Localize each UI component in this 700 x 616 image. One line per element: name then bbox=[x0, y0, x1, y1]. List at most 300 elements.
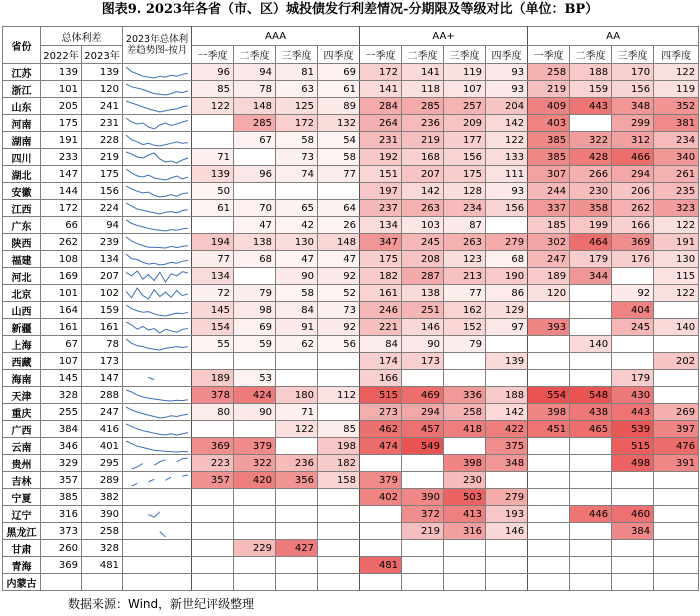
value-cell: 234 bbox=[654, 132, 699, 149]
value-cell bbox=[570, 285, 612, 302]
value-cell bbox=[654, 540, 699, 557]
trend-cell bbox=[123, 81, 192, 98]
value-cell bbox=[192, 574, 234, 591]
value-cell: 462 bbox=[360, 421, 402, 438]
spread-2023-cell bbox=[82, 574, 123, 591]
value-cell: 148 bbox=[234, 98, 276, 115]
province-cell: 广西 bbox=[3, 421, 41, 438]
value-cell bbox=[528, 336, 570, 353]
quarter-header: 三季度 bbox=[444, 46, 486, 64]
value-cell: 246 bbox=[360, 302, 402, 319]
value-cell: 122 bbox=[486, 132, 528, 149]
value-cell bbox=[570, 557, 612, 574]
spread-2022-cell: 107 bbox=[41, 353, 82, 370]
table-row bbox=[3, 234, 699, 251]
value-cell: 62 bbox=[276, 336, 318, 353]
value-cell: 122 bbox=[654, 64, 699, 81]
value-cell bbox=[654, 370, 699, 387]
table-row bbox=[3, 64, 699, 81]
spread-2023-cell: 288 bbox=[82, 387, 123, 404]
table-row bbox=[3, 319, 699, 336]
value-cell: 340 bbox=[654, 149, 699, 166]
trend-line bbox=[177, 458, 188, 462]
value-cell: 245 bbox=[402, 234, 444, 251]
value-cell: 266 bbox=[570, 166, 612, 183]
value-cell bbox=[570, 370, 612, 387]
value-cell bbox=[234, 557, 276, 574]
value-cell bbox=[528, 574, 570, 591]
value-cell: 515 bbox=[612, 438, 654, 455]
value-cell: 539 bbox=[612, 421, 654, 438]
province-cell: 北京 bbox=[3, 285, 41, 302]
spread-2022-cell: 101 bbox=[41, 81, 82, 98]
value-cell: 430 bbox=[612, 387, 654, 404]
value-cell: 158 bbox=[318, 472, 360, 489]
value-cell bbox=[402, 557, 444, 574]
value-cell: 223 bbox=[192, 455, 234, 472]
value-cell: 68 bbox=[234, 251, 276, 268]
trend-cell bbox=[123, 421, 192, 438]
value-cell bbox=[486, 336, 528, 353]
value-cell: 457 bbox=[402, 421, 444, 438]
value-cell: 107 bbox=[444, 81, 486, 98]
value-cell bbox=[570, 319, 612, 336]
trend-sparkline bbox=[123, 490, 191, 505]
table-row bbox=[3, 183, 699, 200]
value-cell bbox=[192, 489, 234, 506]
trend-line bbox=[126, 118, 188, 129]
value-cell bbox=[528, 370, 570, 387]
province-cell: 辽宁 bbox=[3, 506, 41, 523]
province-cell: 海南 bbox=[3, 370, 41, 387]
spread-2022-cell: 144 bbox=[41, 183, 82, 200]
value-cell: 219 bbox=[402, 523, 444, 540]
value-cell: 156 bbox=[444, 149, 486, 166]
value-cell: 427 bbox=[276, 540, 318, 557]
trend-sparkline bbox=[123, 167, 191, 182]
value-cell bbox=[570, 574, 612, 591]
value-cell: 122 bbox=[276, 421, 318, 438]
value-cell: 69 bbox=[318, 64, 360, 81]
value-cell: 94 bbox=[234, 64, 276, 81]
trend-line bbox=[126, 288, 188, 299]
value-cell: 379 bbox=[360, 472, 402, 489]
province-cell: 湖南 bbox=[3, 132, 41, 149]
value-cell: 130 bbox=[276, 234, 318, 251]
table-row bbox=[3, 115, 699, 132]
value-cell: 97 bbox=[486, 319, 528, 336]
value-cell: 73 bbox=[318, 302, 360, 319]
value-cell: 118 bbox=[402, 81, 444, 98]
value-cell: 469 bbox=[402, 387, 444, 404]
value-cell bbox=[570, 115, 612, 132]
trend-cell bbox=[123, 540, 192, 557]
value-cell bbox=[612, 557, 654, 574]
trend-sparkline bbox=[123, 405, 191, 420]
spread-2022-cell: 108 bbox=[41, 251, 82, 268]
value-cell: 235 bbox=[654, 183, 699, 200]
trend-cell bbox=[123, 489, 192, 506]
value-cell: 372 bbox=[402, 506, 444, 523]
province-cell: 甘肃 bbox=[3, 540, 41, 557]
table-row bbox=[3, 336, 699, 353]
trend-sparkline bbox=[123, 354, 191, 369]
value-cell: 398 bbox=[528, 404, 570, 421]
value-cell: 96 bbox=[234, 166, 276, 183]
trend-line bbox=[126, 407, 188, 418]
value-cell: 87 bbox=[444, 217, 486, 234]
spread-2023-cell: 147 bbox=[82, 370, 123, 387]
value-cell bbox=[234, 574, 276, 591]
table-row bbox=[3, 132, 699, 149]
table-row bbox=[3, 285, 699, 302]
value-cell bbox=[528, 472, 570, 489]
spread-2023-cell: 258 bbox=[82, 523, 123, 540]
value-cell: 213 bbox=[444, 268, 486, 285]
value-cell: 93 bbox=[486, 183, 528, 200]
value-cell: 71 bbox=[276, 404, 318, 421]
value-cell: 92 bbox=[318, 319, 360, 336]
value-cell bbox=[570, 540, 612, 557]
spread-2022-cell: 101 bbox=[41, 285, 82, 302]
value-cell: 148 bbox=[318, 234, 360, 251]
value-cell: 93 bbox=[486, 64, 528, 81]
value-cell bbox=[276, 574, 318, 591]
value-cell: 413 bbox=[444, 506, 486, 523]
trend-line bbox=[126, 339, 188, 350]
trend-line bbox=[126, 237, 188, 248]
value-cell: 26 bbox=[318, 217, 360, 234]
value-cell bbox=[192, 421, 234, 438]
trend-line bbox=[126, 220, 188, 231]
value-cell: 357 bbox=[192, 472, 234, 489]
value-cell: 554 bbox=[528, 387, 570, 404]
trend-cell bbox=[123, 149, 192, 166]
value-cell: 120 bbox=[528, 285, 570, 302]
value-cell bbox=[654, 489, 699, 506]
table-row bbox=[3, 370, 699, 387]
value-cell: 191 bbox=[654, 234, 699, 251]
trend-cell bbox=[123, 574, 192, 591]
group-header-aaa: AAA bbox=[192, 27, 360, 46]
value-cell: 438 bbox=[570, 404, 612, 421]
value-cell: 123 bbox=[444, 251, 486, 268]
value-cell: 221 bbox=[360, 319, 402, 336]
table-row bbox=[3, 268, 699, 285]
value-cell: 172 bbox=[360, 64, 402, 81]
value-cell: 385 bbox=[528, 132, 570, 149]
trend-cell bbox=[123, 115, 192, 132]
value-cell: 322 bbox=[570, 132, 612, 149]
value-cell: 390 bbox=[402, 489, 444, 506]
value-cell: 176 bbox=[612, 251, 654, 268]
value-cell: 133 bbox=[486, 149, 528, 166]
value-cell: 247 bbox=[528, 251, 570, 268]
value-cell: 132 bbox=[318, 115, 360, 132]
value-cell bbox=[486, 540, 528, 557]
value-cell: 403 bbox=[528, 115, 570, 132]
value-cell: 397 bbox=[654, 421, 699, 438]
spread-2023-cell: 241 bbox=[82, 98, 123, 115]
trend-sparkline bbox=[123, 235, 191, 250]
value-cell: 90 bbox=[402, 336, 444, 353]
spread-2022-cell: 384 bbox=[41, 421, 82, 438]
province-cell: 西藏 bbox=[3, 353, 41, 370]
value-cell bbox=[276, 489, 318, 506]
trend-line bbox=[126, 203, 188, 214]
value-cell bbox=[318, 404, 360, 421]
province-cell: 新疆 bbox=[3, 319, 41, 336]
spread-2023-cell: 102 bbox=[82, 285, 123, 302]
value-cell: 257 bbox=[444, 98, 486, 115]
value-cell: 307 bbox=[528, 166, 570, 183]
value-cell: 77 bbox=[192, 251, 234, 268]
value-cell: 337 bbox=[528, 200, 570, 217]
value-cell bbox=[192, 506, 234, 523]
province-cell: 天津 bbox=[3, 387, 41, 404]
value-cell: 402 bbox=[360, 489, 402, 506]
spread-2023-cell: 173 bbox=[82, 353, 123, 370]
value-cell: 119 bbox=[654, 81, 699, 98]
value-cell: 548 bbox=[570, 387, 612, 404]
spread-2023-cell: 94 bbox=[82, 217, 123, 234]
trend-line bbox=[132, 483, 138, 486]
value-cell bbox=[234, 421, 276, 438]
trend-cell bbox=[123, 523, 192, 540]
trend-line bbox=[126, 322, 188, 333]
value-cell bbox=[234, 353, 276, 370]
value-cell bbox=[360, 523, 402, 540]
value-cell bbox=[234, 489, 276, 506]
value-cell: 145 bbox=[192, 302, 234, 319]
value-cell: 287 bbox=[402, 268, 444, 285]
value-cell bbox=[654, 302, 699, 319]
table-row bbox=[3, 251, 699, 268]
table-row bbox=[3, 149, 699, 166]
value-cell: 245 bbox=[612, 319, 654, 336]
value-cell bbox=[528, 302, 570, 319]
value-cell bbox=[654, 387, 699, 404]
trend-cell bbox=[123, 200, 192, 217]
value-cell: 193 bbox=[486, 506, 528, 523]
value-cell: 264 bbox=[360, 115, 402, 132]
value-cell: 89 bbox=[318, 98, 360, 115]
value-cell: 77 bbox=[444, 285, 486, 302]
province-cell: 浙江 bbox=[3, 81, 41, 98]
value-cell: 189 bbox=[528, 268, 570, 285]
value-cell: 198 bbox=[318, 438, 360, 455]
value-cell bbox=[528, 523, 570, 540]
value-cell: 428 bbox=[570, 149, 612, 166]
value-cell: 156 bbox=[486, 200, 528, 217]
value-cell: 103 bbox=[402, 217, 444, 234]
value-cell: 420 bbox=[234, 472, 276, 489]
value-cell: 231 bbox=[360, 132, 402, 149]
value-cell: 146 bbox=[402, 319, 444, 336]
value-cell bbox=[444, 557, 486, 574]
value-cell: 294 bbox=[612, 166, 654, 183]
spread-2023-cell: 401 bbox=[82, 438, 123, 455]
value-cell: 190 bbox=[486, 268, 528, 285]
value-cell: 140 bbox=[654, 319, 699, 336]
table-row bbox=[3, 438, 699, 455]
value-cell: 151 bbox=[360, 166, 402, 183]
spread-2022-cell: 233 bbox=[41, 149, 82, 166]
value-cell: 378 bbox=[192, 387, 234, 404]
trend-sparkline bbox=[123, 575, 191, 590]
trend-sparkline bbox=[123, 422, 191, 437]
value-cell: 549 bbox=[402, 438, 444, 455]
value-cell: 263 bbox=[402, 200, 444, 217]
value-cell bbox=[654, 557, 699, 574]
value-cell bbox=[234, 268, 276, 285]
value-cell: 424 bbox=[234, 387, 276, 404]
value-cell: 79 bbox=[234, 285, 276, 302]
value-cell: 81 bbox=[276, 64, 318, 81]
table-row bbox=[3, 81, 699, 98]
spread-2022-cell: 175 bbox=[41, 115, 82, 132]
value-cell: 50 bbox=[192, 183, 234, 200]
value-cell bbox=[486, 370, 528, 387]
value-cell: 61 bbox=[318, 81, 360, 98]
quarter-header: 一季度 bbox=[528, 46, 570, 64]
value-cell: 93 bbox=[486, 81, 528, 98]
value-cell: 68 bbox=[486, 251, 528, 268]
value-cell: 112 bbox=[318, 387, 360, 404]
value-cell: 177 bbox=[444, 132, 486, 149]
value-cell: 379 bbox=[234, 438, 276, 455]
trend-cell bbox=[123, 285, 192, 302]
value-cell bbox=[570, 523, 612, 540]
value-cell: 263 bbox=[444, 234, 486, 251]
province-cell: 安徽 bbox=[3, 183, 41, 200]
value-cell bbox=[570, 438, 612, 455]
trend-sparkline bbox=[123, 524, 191, 539]
spread-2022-cell: 161 bbox=[41, 319, 82, 336]
value-cell: 159 bbox=[570, 81, 612, 98]
trend-sparkline bbox=[123, 218, 191, 233]
value-cell: 234 bbox=[444, 200, 486, 217]
province-cell: 青海 bbox=[3, 557, 41, 574]
value-cell: 199 bbox=[570, 217, 612, 234]
value-cell bbox=[318, 353, 360, 370]
value-cell: 279 bbox=[486, 234, 528, 251]
value-cell: 299 bbox=[612, 115, 654, 132]
value-cell: 348 bbox=[612, 98, 654, 115]
spread-2023-cell: 390 bbox=[82, 506, 123, 523]
trend-sparkline bbox=[123, 116, 191, 131]
trend-line bbox=[182, 475, 188, 476]
value-cell bbox=[192, 217, 234, 234]
source-note: 数据来源：Wind，新世纪评级整理 bbox=[68, 597, 255, 611]
value-cell: 481 bbox=[360, 557, 402, 574]
province-cell: 吉林 bbox=[3, 472, 41, 489]
value-cell: 122 bbox=[192, 98, 234, 115]
table-row bbox=[3, 472, 699, 489]
value-cell: 78 bbox=[234, 81, 276, 98]
trend-line bbox=[149, 511, 160, 517]
quarter-header: 一季度 bbox=[192, 46, 234, 64]
spread-2022-cell: 329 bbox=[41, 455, 82, 472]
spread-2023-cell: 175 bbox=[82, 166, 123, 183]
trend-line bbox=[126, 424, 188, 435]
value-cell bbox=[360, 574, 402, 591]
value-cell bbox=[528, 489, 570, 506]
spread-2022-cell: 385 bbox=[41, 489, 82, 506]
value-cell: 85 bbox=[318, 421, 360, 438]
value-cell: 188 bbox=[486, 387, 528, 404]
value-cell: 375 bbox=[486, 438, 528, 455]
trend-sparkline bbox=[123, 320, 191, 335]
table-row bbox=[3, 557, 699, 574]
value-cell: 92 bbox=[318, 268, 360, 285]
value-cell bbox=[318, 540, 360, 557]
value-cell bbox=[318, 557, 360, 574]
province-cell: 河南 bbox=[3, 115, 41, 132]
value-cell: 170 bbox=[612, 64, 654, 81]
trend-cell bbox=[123, 132, 192, 149]
value-cell bbox=[486, 217, 528, 234]
value-cell: 122 bbox=[654, 285, 699, 302]
value-cell bbox=[360, 506, 402, 523]
value-cell: 344 bbox=[570, 268, 612, 285]
trend-line bbox=[126, 254, 188, 265]
quarter-header: 三季度 bbox=[276, 46, 318, 64]
spread-2022-cell: 169 bbox=[41, 268, 82, 285]
province-cell: 重庆 bbox=[3, 404, 41, 421]
trend-sparkline bbox=[123, 303, 191, 318]
value-cell bbox=[318, 574, 360, 591]
value-cell: 515 bbox=[360, 387, 402, 404]
trend-cell bbox=[123, 251, 192, 268]
group-header-aa: AA bbox=[528, 27, 699, 46]
value-cell bbox=[402, 540, 444, 557]
spread-2023-cell: 231 bbox=[82, 115, 123, 132]
value-cell: 219 bbox=[528, 81, 570, 98]
quarter-header: 四季度 bbox=[486, 46, 528, 64]
value-cell: 476 bbox=[654, 438, 699, 455]
value-cell: 61 bbox=[192, 200, 234, 217]
value-cell bbox=[360, 455, 402, 472]
value-cell bbox=[528, 455, 570, 472]
spread-2023-cell: 416 bbox=[82, 421, 123, 438]
value-cell: 466 bbox=[612, 149, 654, 166]
spread-2022-cell: 346 bbox=[41, 438, 82, 455]
value-cell bbox=[192, 523, 234, 540]
value-cell bbox=[276, 438, 318, 455]
value-cell: 409 bbox=[528, 98, 570, 115]
value-cell bbox=[486, 472, 528, 489]
value-cell: 465 bbox=[570, 421, 612, 438]
value-cell: 58 bbox=[276, 132, 318, 149]
value-cell: 52 bbox=[318, 285, 360, 302]
value-cell: 230 bbox=[444, 472, 486, 489]
value-cell: 161 bbox=[360, 285, 402, 302]
value-cell: 418 bbox=[444, 421, 486, 438]
value-cell bbox=[234, 149, 276, 166]
value-cell bbox=[528, 540, 570, 557]
value-cell: 128 bbox=[444, 183, 486, 200]
province-cell: 山东 bbox=[3, 98, 41, 115]
trend-sparkline bbox=[123, 388, 191, 403]
province-cell: 广东 bbox=[3, 217, 41, 234]
value-cell bbox=[276, 523, 318, 540]
value-cell: 84 bbox=[360, 336, 402, 353]
value-cell bbox=[318, 523, 360, 540]
value-cell: 141 bbox=[360, 81, 402, 98]
value-cell: 312 bbox=[612, 132, 654, 149]
trend-line bbox=[126, 305, 188, 316]
